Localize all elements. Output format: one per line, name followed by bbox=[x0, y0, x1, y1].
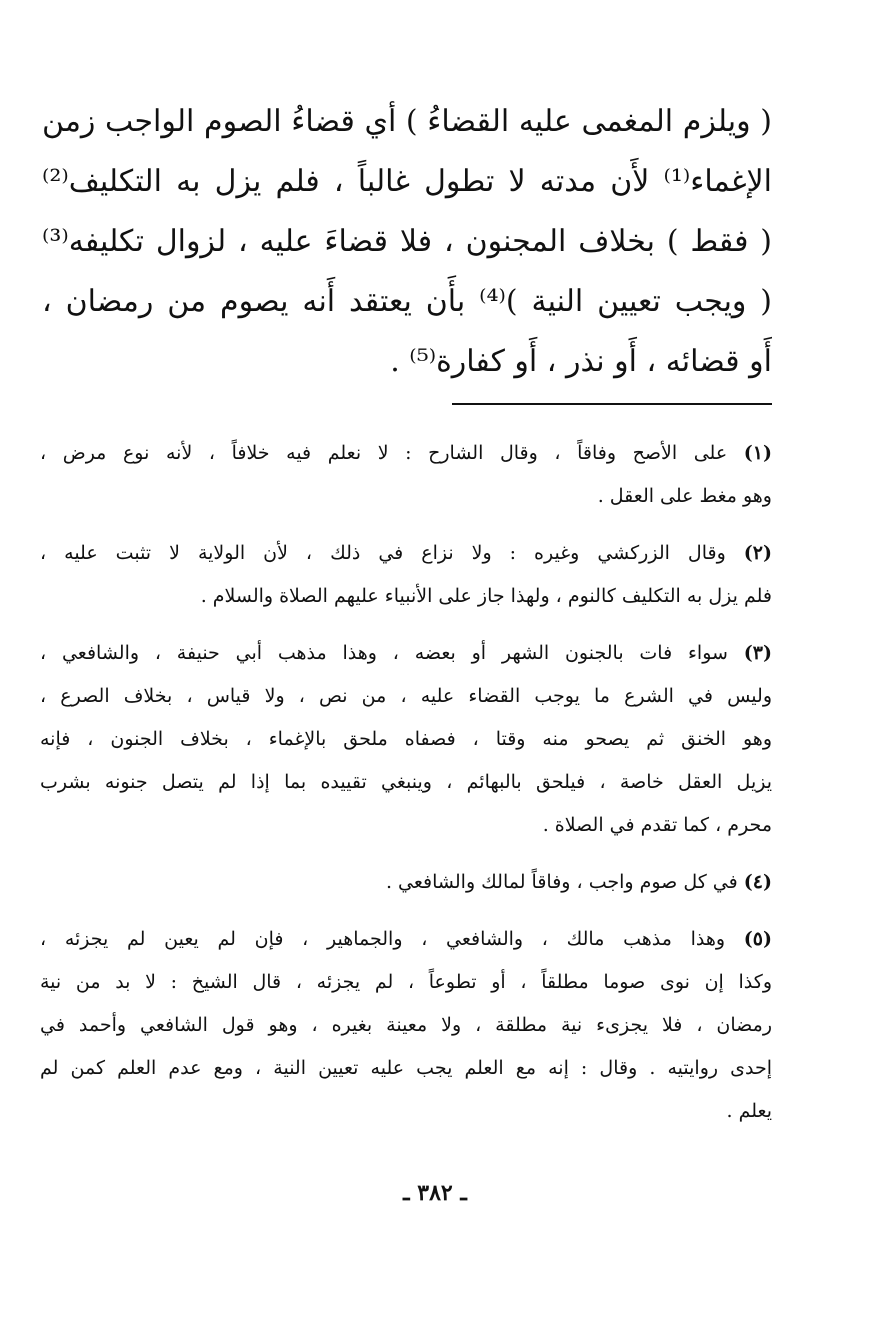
footnote-text: في كل صوم واجب ، وفاقاً لمالك والشافعي . bbox=[385, 871, 738, 893]
footnote-1 bbox=[40, 432, 772, 518]
footnote-text: وهو الخنق ثم يصحو منه وقتا ، فصفاه ملحق بالإغماء ، بخلاف الجنون ، فإنه bbox=[40, 728, 772, 750]
main-line: ( فقط ) بخلاف المجنون ، فلا قضاءَ عليه ، لزوال تكليفه⁽³⁾ bbox=[42, 224, 772, 259]
main-line: أَو قضائه ، أَو نذر ، أَو كفارة⁽⁵⁾ . bbox=[390, 344, 772, 379]
footnote-text: محرم ، كما تقدم في الصلاة . bbox=[542, 814, 772, 836]
main-line: ( ويلزم المغمى عليه القضاءُ ) أي قضاءُ الصوم الواجب زمن bbox=[42, 104, 772, 139]
footnote-2 bbox=[40, 532, 772, 618]
footnotes bbox=[40, 432, 772, 1147]
footnote-number: (٣) bbox=[743, 642, 772, 664]
footnote-text: رمضان ، فلا يجزىء نية مطلقة ، ولا معينة بغيره ، وهو قول الشافعي وأحمد في bbox=[40, 1014, 772, 1036]
footnote-4 bbox=[40, 861, 772, 904]
footnote-separator bbox=[452, 403, 772, 405]
footnote-number: (٥) bbox=[743, 928, 772, 950]
footnote-text: وقال الزركشي وغيره : ولا نزاع في ذلك ، لأن الولاية لا تثبت عليه ، bbox=[40, 542, 726, 564]
footnote-number: (٤) bbox=[743, 871, 772, 893]
footnote-text: وليس في الشرع ما يوجب القضاء عليه ، من نص ، ولا قياس ، بخلاف الصرع ، bbox=[40, 685, 772, 707]
page-number: ـ ٣٨٢ ـ bbox=[403, 1180, 467, 1206]
footnote-text: وهذا مذهب مالك ، والشافعي ، والجماهير ، فإن لم يعين لم يجزئه ، bbox=[40, 928, 726, 950]
footnote-text: يزيل العقل خاصة ، فيلحق بالبهائم ، وينبغي تقييده بما إذا لم يتصل جنونه بشرب bbox=[40, 771, 772, 793]
footnote-text: يعلم . bbox=[726, 1100, 772, 1122]
footnote-text: إحدى روايتيه . وقال : إنه مع العلم يجب عليه تعيين النية ، ومع عدم العلم كمن لم bbox=[40, 1057, 772, 1079]
footnote-text: وهو مغط على العقل . bbox=[597, 485, 772, 507]
footnote-3 bbox=[40, 632, 772, 847]
footnote-text: وكذا إن نوى صوما مطلقاً ، أو تطوعاً ، لم يجزئه ، قال الشيخ : لا بد من نية bbox=[40, 971, 772, 993]
main-line: ( ويجب تعيين النية )⁽⁴⁾ بأَن يعتقد أَنه يصوم من رمضان ، bbox=[42, 284, 772, 319]
footnote-number: (١) bbox=[743, 442, 772, 464]
footnote-text: فلم يزل به التكليف كالنوم ، ولهذا جاز على الأنبياء عليهم الصلاة والسلام . bbox=[200, 585, 772, 607]
footnote-text: على الأصح وفاقاً ، وقال الشارح : لا نعلم فيه خلافاً ، لأنه نوع مرض ، bbox=[40, 442, 728, 464]
main-text bbox=[42, 92, 772, 392]
main-line: الإغماء⁽¹⁾ لأَن مدته لا تطول غالباً ، فلم يزل به التكليف⁽²⁾ bbox=[42, 164, 772, 199]
footnote-text: سواء فات بالجنون الشهر أو بعضه ، وهذا مذهب أبي حنيفة ، والشافعي ، bbox=[40, 642, 728, 664]
footnote-number: (٢) bbox=[743, 542, 772, 564]
footnote-5 bbox=[40, 918, 772, 1133]
